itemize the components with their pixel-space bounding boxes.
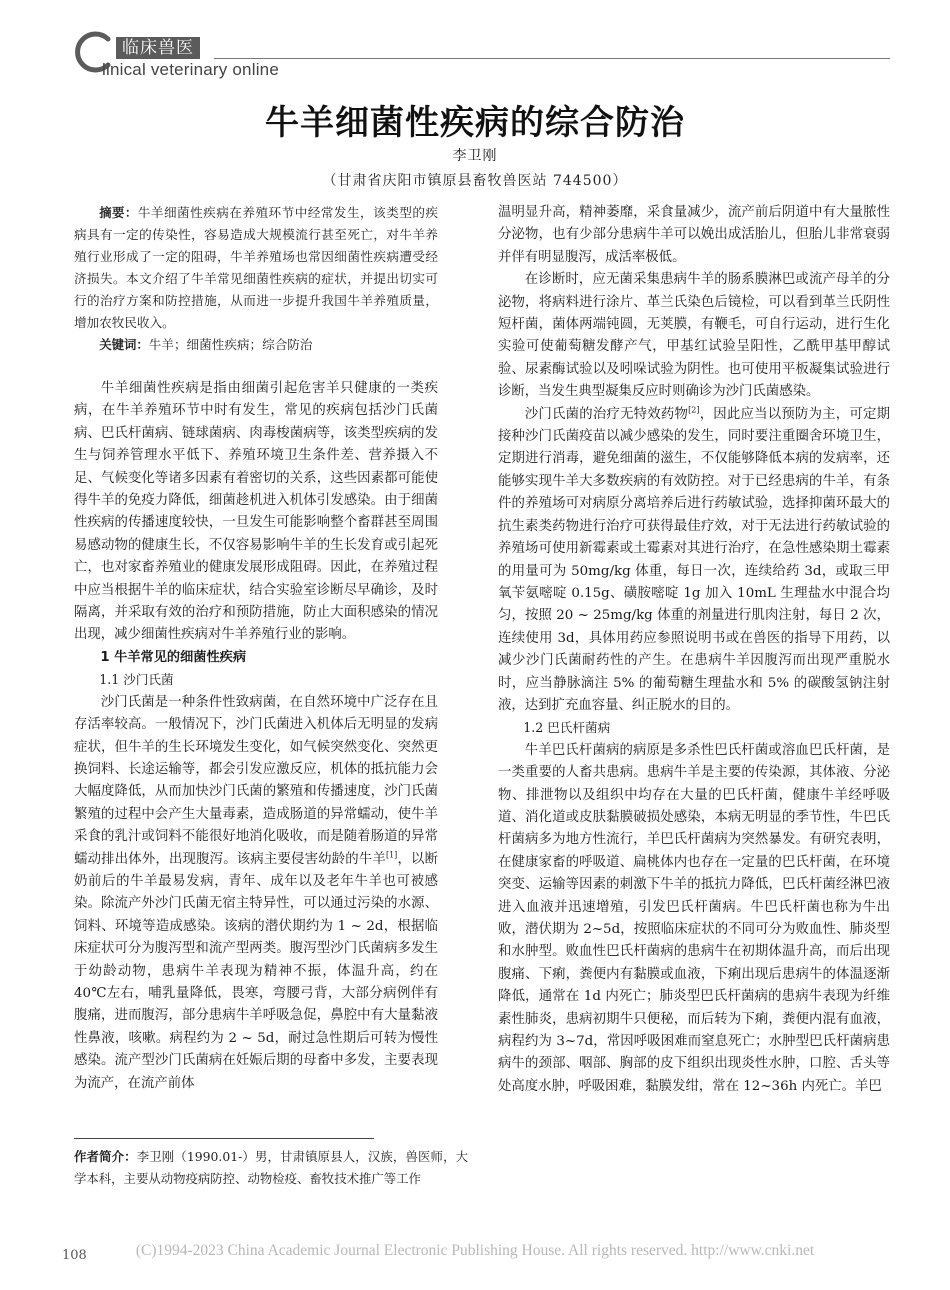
footnote-text: 李卫刚（1990.01-）男，甘肃镇原县人，汉族，兽医师，大学本科，主要从动物疫病防控、动物检疫、畜牧技术推广等工作 [74,1149,468,1186]
spacer [74,356,438,378]
keywords-label: 关键词： [99,337,149,352]
salmonella-paragraph [74,692,438,1095]
pasteurella-paragraph: 牛羊巴氏杆菌病的病原是多杀性巴氏杆菌或溶血巴氏杆菌，是一类重要的人畜共患病。患病牛羊是主要的传染源，其体液、分泌物、排泄物以及组织中均存在大量的巴氏杆菌，健康牛羊经呼吸道、消化道或皮肤黏膜破损处感染，本病无明显的季节性，牛巴氏杆菌病多为地方性流行，羊巴氏杆菌病为突然暴发。有研究表明，在健康家畜的呼吸道、扁桃体内也存在一定量的巴氏杆菌，在环境突变、运输等因素的刺激下牛羊的抵抗力降低，巴氏杆菌经淋巴液进入血液并迅速增殖，引发巴氏杆菌病。牛巴氏杆菌也称为牛出败，潜伏期为 2~5d，按照临床症状的不同可分为败血性、肺炎型和水肿型。败血性巴氏杆菌病的患病牛在初期体温升高，而后出现腹痛、下痢，粪便内有黏膜或血液，下痢出现后患病牛的体温逐渐降低，通常在 1d 内死亡；肺炎型巴氏杆菌病的患病牛表现为纤维素性肺炎，患病初期牛只便秘，而后转为下痢，粪便内混有血液，病程约为 3~7d，常因呼吸困难而窒息死亡；水肿型巴氏杆菌病患病牛的颈部、咽部、胸部的皮下组织出现炎性水肿，口腔、舌头等处高度水肿，呼吸困难，黏膜发绀，常在 12~36h 内死亡。羊巴 [498,742,890,1094]
page-number: 108 [62,1248,87,1263]
treatment-text-b: ，因此应当以预防为主，可定期接种沙门氏菌疫苗以减少感染的发生，同时要注重圈舍环境卫生，定期进行消毒，避免细菌的滋生，不仅能够降低本病的发病率，还能够实现牛羊大多数疾病的有效防控。对于已经患病的牛羊，有条件的养殖场可对病原分离培养后进行药敏试验，选择抑菌环最大的抗生素类药物进行治疗可获得最佳疗效，对于无法进行药敏试验的养殖场可使用新霉素或土霉素对其进行治疗，在急性感染期土霉素的用量可为 50mg/kg 体重，每日一次，连续给药 3d，或取三甲氧苄氨嘧啶 0.15g、磺胺嘧啶 1g 加入 10mL 生理盐水中混合均匀，按照 20 ~ 25mg/kg 体重的剂量进行肌肉注射，每日 2 次，连续使用 3d，具体用药应参照说明书或在兽医的指导下用药，以减少沙门氏菌耐药性的产生。在患病牛羊因腹泻而出现严重脱水时，应当静脉滴注 5% 的葡萄糖生理盐水和 5% 的碳酸氢钠注射液，达到扩充血容量、纠正脱水的目的。 [498,406,891,713]
footnote-rule [74,1138,374,1139]
section-heading-1: 1 牛羊常见的细菌性疾病 [100,649,247,665]
salmonella-continued: 温明显升高，精神萎靡，采食量减少，流产前后阴道中有大量脓性分泌物，也有少部分患病牛羊可以娩出成活胎儿，但胎儿非常衰弱并伴有明显腹泻，成活率极低。 [498,205,890,265]
treatment-paragraph [498,404,890,718]
salmonella-text-b: ，以断奶前后的牛羊最易发病，青年、成年以及老年牛羊也可被感染。除流产外沙门氏菌无宿主特异性，可以通过污染的水源、饲料、环境等造成感染。该病的潜伏期约为 1 ~ 2d，根据临床症状可分为腹泻型和流产型两类。腹泻型沙门氏菌病多发生于幼龄动物，患病牛羊表现为精神不振，体温升高，约在 40℃左右，哺乳量降低，畏寒，弯腰弓背，大部分病例伴有腹痛，进而腹泻，部分患病牛羊呼吸急促，鼻腔中有大量黏液性鼻液，咳嗽。病程约为 2 ~ 5d，耐过急性期后可转为慢性感染。流产型沙门氏菌病在妊娠后期的母畜中多发，主要表现为流产，在流产前体 [74,851,439,1091]
article-title: 牛羊细菌性疾病的综合防治 [265,103,685,143]
right-column [498,202,890,1098]
article-affiliation: （甘肃省庆阳市镇原县畜牧兽医站 744500） [322,173,628,189]
abstract-block [74,202,438,356]
salmonella-text-a: 沙门氏菌是一种条件性致病菌，在自然环境中广泛存在且存活率较高。一般情况下，沙门氏菌进入机体后无明显的发病症状，但牛羊的生长环境发生变化，如气候突然变化、突然更换饲料、长途运输等，都会引发应激反应，机体的抵抗能力会大幅度降低，从而加快沙门氏菌的繁殖和传播速度，沙门氏菌繁殖的过程中会产生大量毒素，造成肠道的异常蠕动，使牛羊采食的乳汁或饲料不能很好地消化吸收，而是随着肠道的异常蠕动排出体外，出现腹泻。该病主要侵害幼龄的牛羊 [74,694,438,867]
treatment-text-a: 沙门氏菌的治疗无特效药物 [524,406,689,422]
diagnosis-paragraph: 在诊断时，应无菌采集患病牛羊的肠系膜淋巴或流产母羊的分泌物，将病料进行涂片、革兰氏染色后镜检，可以看到革兰氏阴性短杆菌，菌体两端钝圆，无荚膜，有鞭毛，可自行运动，进行生化实验可使葡萄糖发酵产气，甲基红试验呈阳性，乙酰甲基甲醇试验、尿素酶试验以及吲哚试验为阴性。也可使用平板凝集试验进行诊断，当发生典型凝集反应时则确诊为沙门氏菌感染。 [498,272,890,400]
abstract-text: 牛羊细菌性疾病在养殖环节中经常发生，该类型的疾病具有一定的传染性，容易造成大规模流行甚至死亡，对牛羊养殖行业形成了一定的阻碍，牛羊养殖场也常因细菌性疾病遭受经济损失。本文介绍了牛羊常见细菌性疾病的症状，并提出切实可行的治疗方案和防控措施，从而进一步提升我国牛羊养殖质量，增加农牧民收入。 [74,205,439,330]
subsection-heading-1-1: 1.1 沙门氏菌 [99,672,174,688]
citation-2: [2] [688,405,700,415]
abstract-label: 摘要： [99,205,138,220]
header-rule [214,58,890,59]
author-footnote [74,1146,468,1190]
keywords-text: 牛羊；细菌性疾病；综合防治 [148,337,313,352]
footnote-label: 作者简介： [74,1149,137,1164]
subsection-heading-1-2: 1.2 巴氏杆菌病 [523,720,611,736]
article-author: 李卫刚 [452,148,498,164]
keywords [74,334,438,356]
journal-name-cn: 临床兽医 [116,37,200,59]
abstract [74,202,438,334]
copyright-watermark: (C)1994-2023 China Academic Journal Electronic Publishing House. All rights reserved. http://www.cnki.net [135,1242,815,1259]
citation-1: [1] [385,850,398,860]
left-column [74,202,438,1095]
journal-name-en: linical veterinary online [102,60,279,79]
intro-paragraph: 牛羊细菌性疾病是指由细菌引起危害羊只健康的一类疾病，在牛羊养殖环节中时有发生，常见的疾病包括沙门氏菌病、巴氏杆菌病、链球菌病、肉毒梭菌病等，该类型疾病的发生与饲养管理水平低下、养殖环境卫生条件差、营养摄入不足、气候变化等诸多因素有着密切的关系，这些因素都可能使得牛羊的免疫力降低，细菌趁机进入机体引发感染。由于细菌性疾病的传播速度较快，一旦发生可能影响整个畜群甚至周围易感动物的健康生长，不仅容易影响牛羊的生长发育或引起死亡，也对家畜养殖业的健康发展形成阻碍。因此，在养殖过程中应当根据牛羊的临床症状，结合实验室诊断尽早确诊，及时隔离，并采取有效的治疗和预防措施，防止大面积感染的情况出现，减少细菌性疾病对牛羊养殖行业的影响。 [74,381,438,643]
